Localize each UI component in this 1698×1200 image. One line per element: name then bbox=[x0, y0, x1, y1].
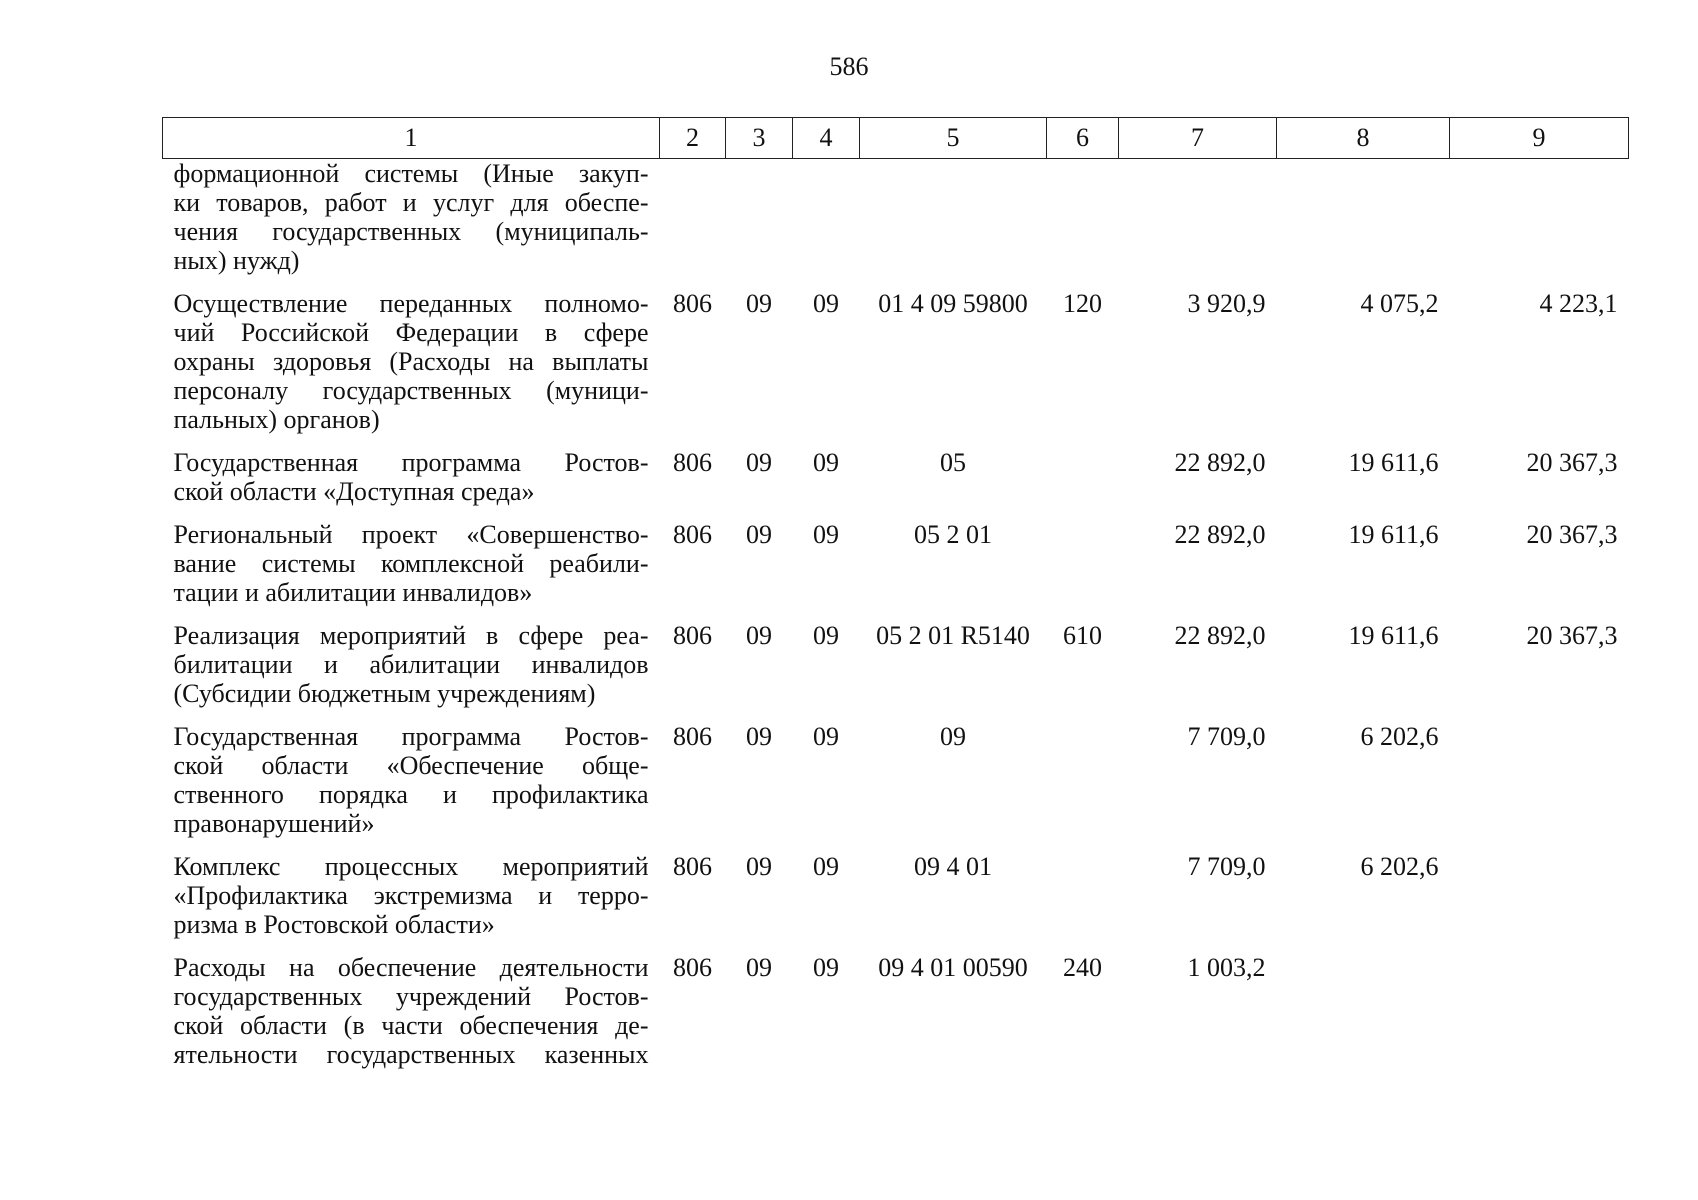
amount-year-2: 19 611,6 bbox=[1348, 520, 1439, 549]
subsection-code: 09 bbox=[813, 448, 839, 477]
amount-year-1 bbox=[1119, 159, 1277, 290]
description-line: Осуществление переданных полномо- bbox=[173, 289, 649, 318]
amount-year-1: 22 892,0 bbox=[1174, 448, 1266, 477]
description-line: чий Российской Федерации в сфере bbox=[173, 318, 649, 347]
subsection-code: 09 bbox=[813, 520, 839, 549]
description-line: ской области «Обеспечение обще- bbox=[173, 751, 649, 780]
column-header-6: 6 bbox=[1047, 118, 1119, 159]
section-code: 09 bbox=[746, 289, 772, 318]
target-article-code: 05 bbox=[940, 448, 966, 477]
section-code bbox=[726, 159, 793, 290]
amount-year-2: 6 202,6 bbox=[1360, 852, 1439, 881]
description-line: ственного порядка и профилактика bbox=[173, 780, 649, 809]
amount-year-2: 19 611,6 bbox=[1348, 621, 1439, 650]
expense-type-code bbox=[1047, 448, 1119, 520]
description-line: Реализация мероприятий в сфере реа- bbox=[173, 621, 649, 650]
chapter-code: 806 bbox=[673, 722, 712, 751]
subsection-code bbox=[793, 159, 860, 290]
table-body bbox=[163, 159, 1629, 1084]
column-header-1: 1 bbox=[163, 118, 660, 159]
expense-type-code bbox=[1047, 852, 1119, 953]
description-line: «Профилактика экстремизма и терро- bbox=[173, 881, 649, 910]
amount-year-3 bbox=[1450, 159, 1629, 290]
chapter-code: 806 bbox=[673, 852, 712, 881]
description-line: Государственная программа Ростов- bbox=[173, 722, 649, 751]
expense-type-code bbox=[1047, 722, 1119, 852]
table-row bbox=[163, 448, 1629, 520]
target-article-code: 05 2 01 bbox=[914, 520, 992, 549]
amount-year-2: 19 611,6 bbox=[1348, 448, 1439, 477]
row-description bbox=[163, 159, 660, 290]
budget-table bbox=[162, 117, 1629, 1083]
expense-type-code: 120 bbox=[1063, 289, 1102, 318]
section-code: 09 bbox=[746, 520, 772, 549]
description-line: ской области (в части обеспечения де- bbox=[173, 1011, 649, 1040]
column-header-3: 3 bbox=[726, 118, 793, 159]
description-line: тации и абилитации инвалидов» bbox=[173, 578, 533, 607]
row-description bbox=[163, 953, 660, 1083]
description-line: (Субсидии бюджетным учреждениям) bbox=[173, 679, 596, 708]
chapter-code: 806 bbox=[673, 448, 712, 477]
description-line: персоналу государственных (муници- bbox=[173, 376, 649, 405]
subsection-code: 09 bbox=[813, 289, 839, 318]
amount-year-2: 4 075,2 bbox=[1360, 289, 1439, 318]
amount-year-1: 7 709,0 bbox=[1187, 722, 1266, 751]
description-line: охраны здоровья (Расходы на выплаты bbox=[173, 347, 649, 376]
row-description bbox=[163, 852, 660, 953]
expense-type-code: 240 bbox=[1063, 953, 1102, 982]
description-line: ской области «Доступная среда» bbox=[173, 477, 535, 506]
description-line: Государственная программа Ростов- bbox=[173, 448, 649, 477]
section-code: 09 bbox=[746, 953, 772, 982]
target-article-code: 09 bbox=[940, 722, 966, 751]
description-line: чения государственных (муниципаль- bbox=[173, 217, 649, 246]
description-line: пальных) органов) bbox=[173, 405, 380, 434]
amount-year-2: 6 202,6 bbox=[1360, 722, 1439, 751]
column-header-5: 5 bbox=[860, 118, 1047, 159]
amount-year-3: 4 223,1 bbox=[1539, 289, 1618, 318]
description-line: вание системы комплексной реабили- bbox=[173, 549, 649, 578]
column-header-9: 9 bbox=[1450, 118, 1629, 159]
table-row bbox=[163, 953, 1629, 1083]
amount-year-3: 20 367,3 bbox=[1526, 621, 1618, 650]
row-description bbox=[163, 722, 660, 852]
description-line: правонарушений» bbox=[173, 809, 375, 838]
column-header-8: 8 bbox=[1277, 118, 1450, 159]
subsection-code: 09 bbox=[813, 621, 839, 650]
row-description bbox=[163, 621, 660, 722]
amount-year-2 bbox=[1277, 159, 1450, 290]
description-line: ки товаров, работ и услуг для обеспе- bbox=[173, 188, 649, 217]
amount-year-3 bbox=[1450, 722, 1629, 852]
description-line: Комплекс процессных мероприятий bbox=[173, 852, 649, 881]
table-row bbox=[163, 722, 1629, 852]
subsection-code: 09 bbox=[813, 953, 839, 982]
amount-year-1: 22 892,0 bbox=[1174, 520, 1266, 549]
table-row bbox=[163, 852, 1629, 953]
table-row bbox=[163, 520, 1629, 621]
header-row bbox=[163, 118, 1629, 159]
subsection-code: 09 bbox=[813, 852, 839, 881]
amount-year-1: 3 920,9 bbox=[1187, 289, 1266, 318]
chapter-code bbox=[660, 159, 726, 290]
amount-year-3 bbox=[1450, 953, 1629, 1083]
target-article-code: 09 4 01 bbox=[914, 852, 992, 881]
amount-year-3: 20 367,3 bbox=[1526, 448, 1618, 477]
target-article-code: 09 4 01 00590 bbox=[878, 953, 1028, 982]
column-header-7: 7 bbox=[1119, 118, 1277, 159]
section-code: 09 bbox=[746, 722, 772, 751]
subsection-code: 09 bbox=[813, 722, 839, 751]
description-line: Региональный проект «Совершенство- bbox=[173, 520, 649, 549]
table-row bbox=[163, 289, 1629, 448]
amount-year-3 bbox=[1450, 852, 1629, 953]
description-line: Расходы на обеспечение деятельности bbox=[173, 953, 649, 982]
table-row bbox=[163, 159, 1629, 290]
description-line: билитации и абилитации инвалидов bbox=[173, 650, 649, 679]
amount-year-1: 7 709,0 bbox=[1187, 852, 1266, 881]
section-code: 09 bbox=[746, 448, 772, 477]
expense-type-code bbox=[1047, 159, 1119, 290]
expense-type-code bbox=[1047, 520, 1119, 621]
column-header-4: 4 bbox=[793, 118, 860, 159]
description-line: ятельности государственных казенных bbox=[173, 1040, 649, 1069]
expense-type-code: 610 bbox=[1063, 621, 1102, 650]
table-row bbox=[163, 621, 1629, 722]
row-description bbox=[163, 520, 660, 621]
chapter-code: 806 bbox=[673, 953, 712, 982]
description-line: ных) нужд) bbox=[173, 246, 300, 275]
chapter-code: 806 bbox=[673, 621, 712, 650]
target-article-code bbox=[860, 159, 1047, 290]
amount-year-1: 1 003,2 bbox=[1187, 953, 1266, 982]
amount-year-1: 22 892,0 bbox=[1174, 621, 1266, 650]
target-article-code: 05 2 01 R5140 bbox=[876, 621, 1030, 650]
page-number: 586 bbox=[829, 52, 869, 81]
chapter-code: 806 bbox=[673, 289, 712, 318]
description-line: формационной системы (Иные закуп- bbox=[173, 159, 649, 188]
description-line: ризма в Ростовской области» bbox=[173, 910, 495, 939]
amount-year-3: 20 367,3 bbox=[1526, 520, 1618, 549]
target-article-code: 01 4 09 59800 bbox=[878, 289, 1028, 318]
row-description bbox=[163, 289, 660, 448]
row-description bbox=[163, 448, 660, 520]
amount-year-2 bbox=[1277, 953, 1450, 1083]
chapter-code: 806 bbox=[673, 520, 712, 549]
section-code: 09 bbox=[746, 852, 772, 881]
column-header-2: 2 bbox=[660, 118, 726, 159]
section-code: 09 bbox=[746, 621, 772, 650]
description-line: государственных учреждений Ростов- bbox=[173, 982, 649, 1011]
